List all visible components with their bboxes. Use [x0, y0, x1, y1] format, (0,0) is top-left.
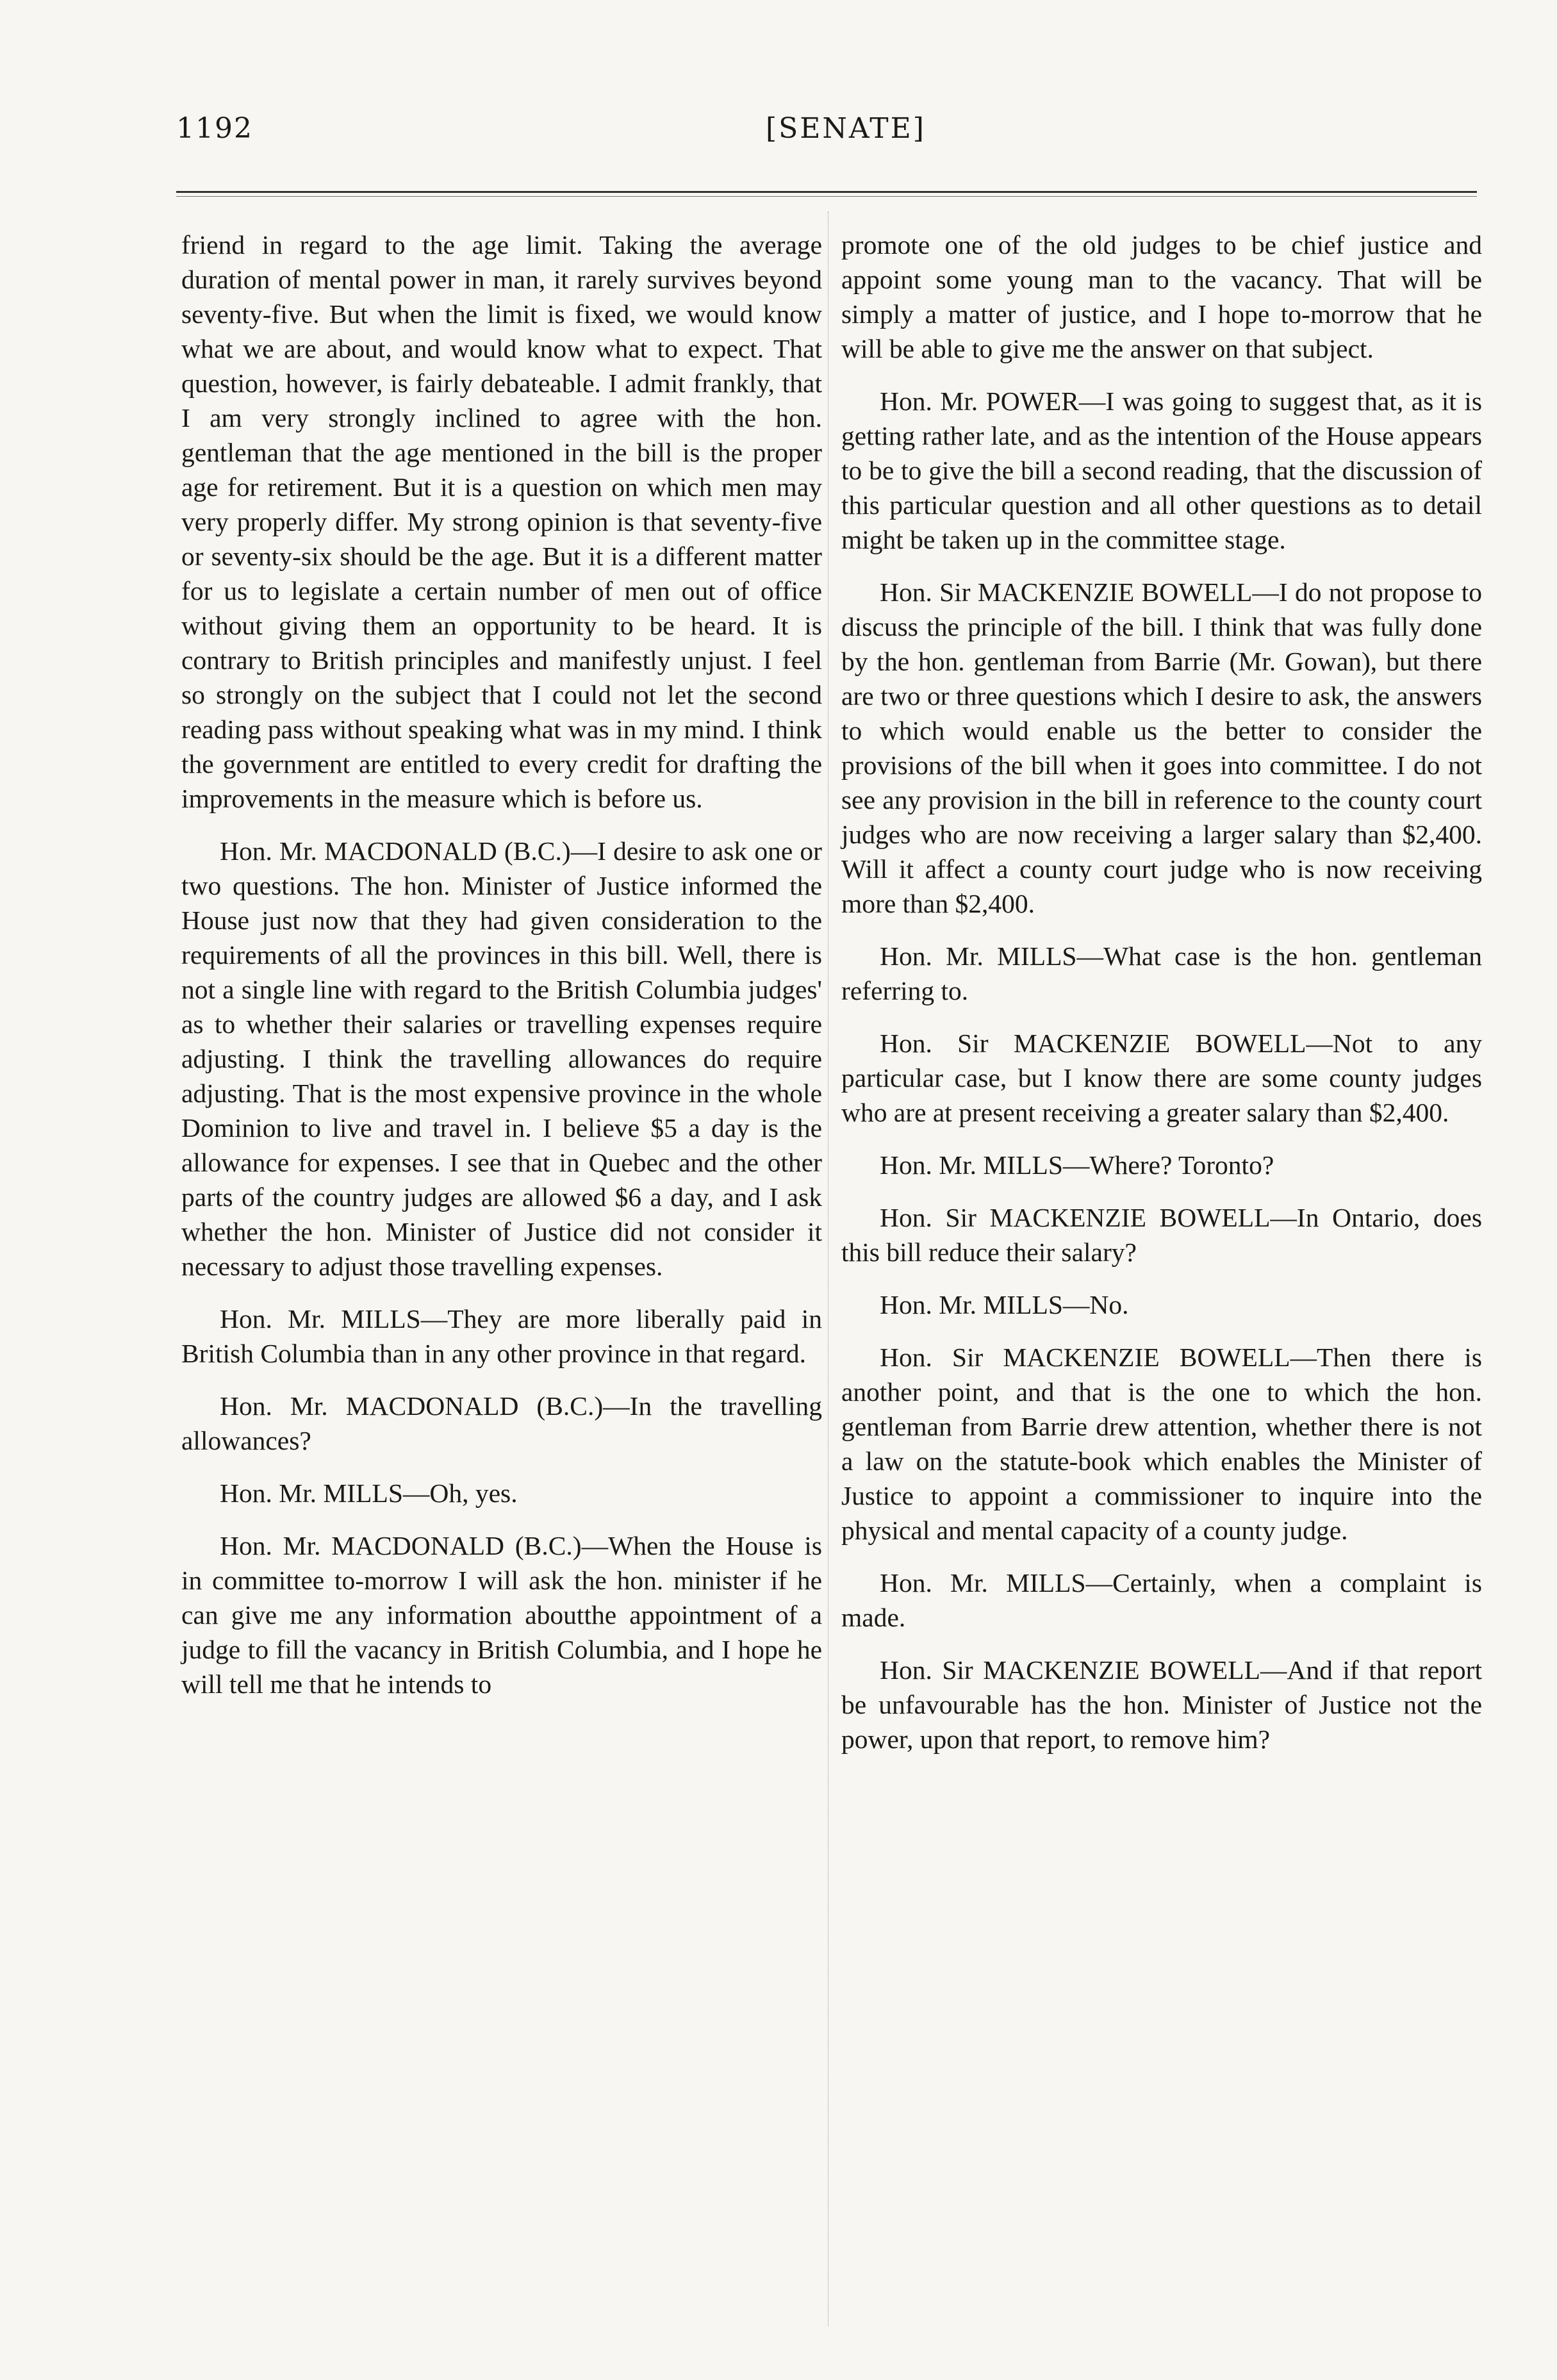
paragraph: Hon. Mr. MILLS—No.: [880, 1290, 1129, 1319]
paragraph: Hon. Mr. MILLS—What case is the hon. gentleman referring to.: [841, 941, 1482, 1005]
page-number: 1192: [176, 112, 253, 145]
paragraph: Hon. Sir MACKENZIE BOWELL—In Ontario, does this bill reduce their salary?: [841, 1203, 1482, 1267]
running-head: [SENATE]: [766, 112, 926, 145]
paragraph: Hon. Mr. POWER—I was going to suggest that, as it is getting rather late, and as the intention of the House appears to be to give the bill a second reading, that the discussion of this particular question and all other questions as to detail might be taken up in the committee stage.: [841, 386, 1482, 554]
paragraph: Hon. Sir MACKENZIE BOWELL—I do not propose to discuss the principle of the bill. I think that was fully done by the hon. gentleman from Barrie (Mr. Gowan), but there are two or three questions which I desire to ask, the answers to which would enable us the better to consider the provisions of the bill when it goes into committee. I do not see any provision in the bill in reference to the county court judges who are now receiving a larger salary than $2,400. Will it affect a county court judge who is now receiving more than $2,400.: [841, 577, 1482, 918]
paragraph: Hon. Sir MACKENZIE BOWELL—And if that report be unfavourable has the hon. Minister of Justice not the power, upon that report, to remove him?: [841, 1655, 1482, 1754]
paragraph: Hon. Mr. MACDONALD (B.C.)—I desire to ask one or two questions. The hon. Minister of Justice informed the House just now that they had given consideration to the requirements of all the provinces in this bill. Well, there is not a single line with regard to the British Columbia judges' as to whether their salaries or travelling expenses require adjusting. I think the travelling allowances do require adjusting. That is the most expensive province in the whole Dominion to live and travel in. I believe $5 a day is the allowance for expenses. I see that in Quebec and the other parts of the country judges are allowed $6 a day, and I ask whether the hon. Minister of Justice did not consider it necessary to adjust those travelling expenses.: [181, 836, 822, 1281]
header-rule-thin: [176, 196, 1477, 197]
page-header: [176, 112, 1483, 157]
paragraph: Hon. Sir MACKENZIE BOWELL—Then there is another point, and that is the one to which the hon. gentleman from Barrie drew attention, whether there is not a law on the statute-book which enables the Minister of Justice to appoint a commissioner to inquire into the physical and mental capacity of a county judge.: [841, 1343, 1482, 1545]
paragraph: promote one of the old judges to be chief justice and appoint some young man to the vacancy. That will be simply a matter of justice, and I hope to-morrow that he will be able to give me the answer on that subject.: [841, 230, 1482, 363]
paragraph: friend in regard to the age limit. Taking the average duration of mental power in man, it rarely survives beyond seventy-five. But when the limit is fixed, we would know what we are about, and would know what to expect. That question, however, is fairly debateable. I admit frankly, that I am very strongly inclined to agree with the hon. gentleman that the age mentioned in the bill is the proper age for retirement. But it is a question on which men may very properly differ. My strong opinion is that seventy-five or seventy-six should be the age. But it is a different matter for us to legislate a certain number of men out of office without giving them an opportunity to be heard. It is contrary to British principles and manifestly unjust. I feel so strongly on the subject that I could not let the second reading pass without speaking what was in my mind. I think the government are entitled to every credit for drafting the improvements in the measure which is before us.: [181, 230, 822, 813]
header-rule: [176, 191, 1477, 193]
right-column: [841, 227, 1482, 1774]
paragraph: Hon. Sir MACKENZIE BOWELL—Not to any particular case, but I know there are some county judges who are at present receiving a greater salary than $2,400.: [841, 1029, 1482, 1127]
paragraph: Hon. Mr. MACDONALD (B.C.)—In the travelling allowances?: [181, 1391, 822, 1455]
paragraph: Hon. Mr. MILLS—Certainly, when a complaint is made.: [841, 1568, 1482, 1632]
paragraph: Hon. Mr. MILLS—They are more liberally paid in British Columbia than in any other province in that regard.: [181, 1304, 822, 1368]
left-column: [181, 227, 822, 1719]
paragraph: Hon. Mr. MILLS—Oh, yes.: [220, 1478, 518, 1508]
paragraph: Hon. Mr. MILLS—Where? Toronto?: [880, 1150, 1274, 1180]
paragraph: Hon. Mr. MACDONALD (B.C.)—When the House is in committee to-morrow I will ask the hon. minister if he can give me any information aboutthe appointment of a judge to fill the vacancy in British Columbia, and I hope he will tell me that he intends to: [181, 1531, 822, 1699]
